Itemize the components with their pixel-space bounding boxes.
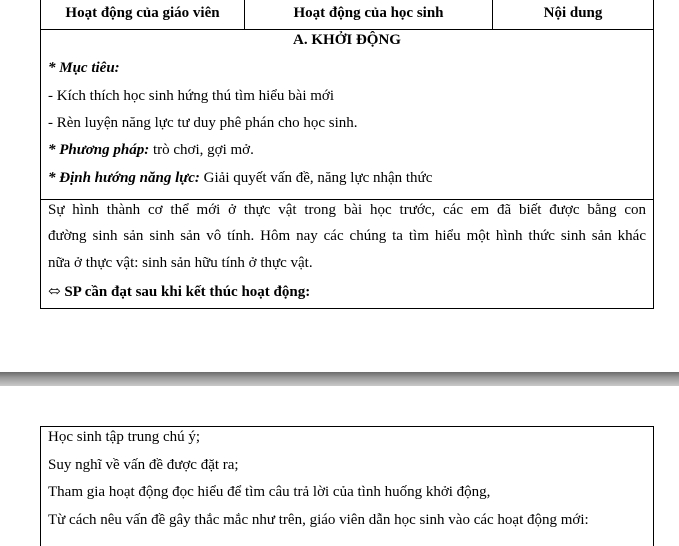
objective-item: - Kích thích học sinh hứng thú tìm hiểu bài mới bbox=[48, 88, 335, 104]
header-teacher-activity: Hoạt động của giáo viên bbox=[65, 5, 220, 21]
intro-line: Sự hình thành cơ thể mới ở thực vật trong bài học trước, các em đã biết được bằng con bbox=[48, 202, 646, 218]
objective-label: * Mục tiêu: bbox=[48, 60, 120, 76]
intro-line: nữa ở thực vật: sinh sản hữu tính ở thực vật. bbox=[48, 255, 313, 271]
double-arrow-icon: ⬄ bbox=[48, 284, 61, 300]
product-line bbox=[48, 282, 310, 301]
intro-line: đường sinh sản sinh sản vô tính. Hôm nay các chúng ta tìm hiểu một hình thức sinh sản khác bbox=[48, 228, 646, 244]
method-value: trò chơi, gợi mở. bbox=[149, 142, 254, 158]
header-student-activity: Hoạt động của học sinh bbox=[293, 5, 444, 21]
table-header-row bbox=[40, 0, 654, 30]
student-activities-section bbox=[40, 426, 654, 546]
product-label: SP cần đạt sau khi kết thúc hoạt động: bbox=[60, 284, 311, 300]
competency-label: * Định hướng năng lực: bbox=[48, 170, 200, 186]
intro-section bbox=[40, 199, 654, 309]
start-activity-section bbox=[40, 29, 654, 200]
competency-value: Giải quyết vấn đề, năng lực nhận thức bbox=[199, 170, 433, 186]
student-activity-line: Suy nghĩ về vấn đề được đặt ra; bbox=[48, 457, 239, 473]
competency-line bbox=[48, 170, 432, 187]
student-activity-line: Từ cách nêu vấn đề gây thắc mắc như trên, giáo viên dẫn học sinh vào các hoạt động mới: bbox=[48, 512, 589, 528]
page-break-separator bbox=[0, 372, 679, 386]
student-activity-line: Học sinh tập trung chú ý; bbox=[48, 429, 201, 445]
header-content: Nội dung bbox=[543, 5, 603, 21]
method-label: * Phương pháp: bbox=[48, 142, 150, 158]
section-title: A. KHỞI ĐỘNG bbox=[293, 32, 401, 48]
method-line bbox=[48, 142, 254, 159]
objective-item: - Rèn luyện năng lực tư duy phê phán cho học sinh. bbox=[48, 115, 358, 131]
student-activity-line: Tham gia hoạt động đọc hiểu để tìm câu trả lời của tình huống khởi động, bbox=[48, 484, 491, 500]
